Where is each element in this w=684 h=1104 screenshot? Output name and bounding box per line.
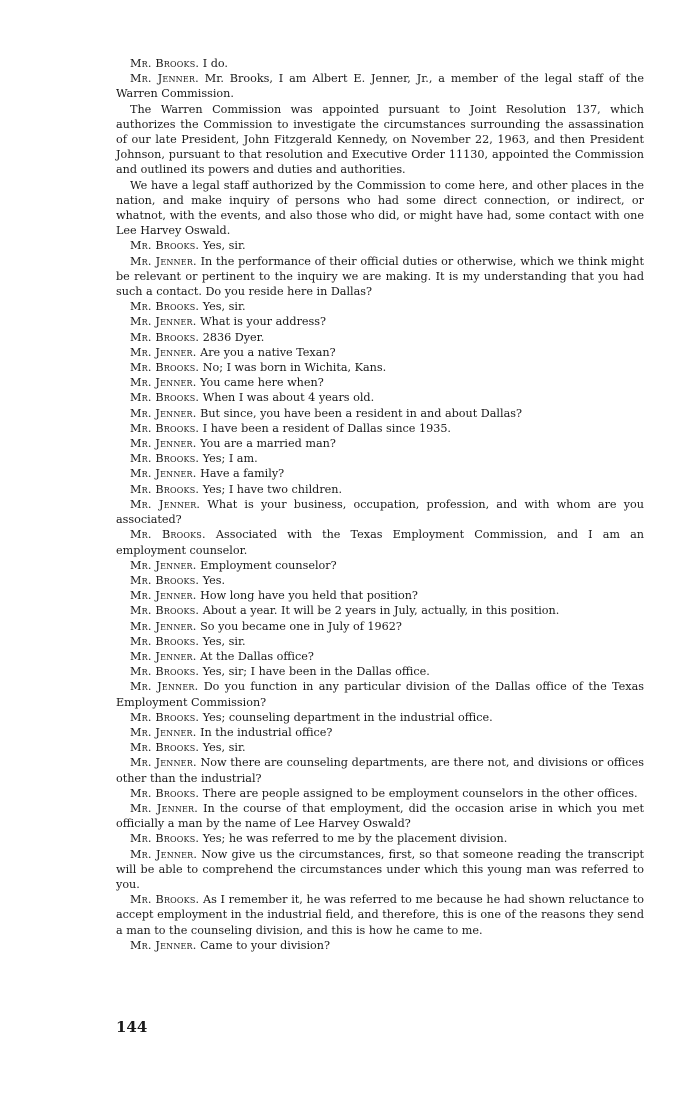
speaker-label: Mr. Jenner. <box>130 437 197 451</box>
transcript-paragraph <box>116 938 644 953</box>
speaker-label: Mr. Jenner. <box>130 467 197 481</box>
transcript-paragraph <box>116 497 644 527</box>
transcript-paragraph <box>116 527 644 557</box>
transcript-paragraph <box>116 102 644 178</box>
paragraph-text: About a year. It will be 2 years in July, actually, in this position. <box>202 604 560 618</box>
paragraph-text: Have a family? <box>200 467 285 481</box>
transcript-paragraph <box>116 178 644 239</box>
paragraph-text: Yes; he was referred to me by the placement division. <box>202 832 508 846</box>
paragraph-text: You are a married man? <box>200 437 336 451</box>
transcript-paragraph <box>116 71 644 101</box>
speaker-label: Mr. Jenner. <box>130 406 197 420</box>
paragraph-text: Yes, sir. <box>202 239 246 253</box>
speaker-label: Mr. Brooks. <box>130 634 200 648</box>
paragraph-text: Mr. Brooks, I am Albert E. Jenner, Jr., a member of the legal staff of the Warren Commission. <box>116 72 644 101</box>
speaker-label: Mr. Jenner. <box>130 725 197 739</box>
speaker-label: Mr. Brooks. <box>130 832 200 846</box>
transcript-paragraph <box>116 299 644 314</box>
paragraph-text: Yes. <box>202 573 226 587</box>
speaker-label: Mr. Jenner. <box>130 649 197 663</box>
speaker-label: Mr. Brooks. <box>130 452 200 466</box>
speaker-label: Mr. Jenner. <box>130 72 199 86</box>
paragraph-text: So you became one in July of 1962? <box>200 619 402 633</box>
transcript-paragraph <box>116 360 644 375</box>
speaker-label: Mr. Jenner. <box>130 756 197 770</box>
speaker-label: Mr. Jenner. <box>130 619 197 633</box>
speaker-label: Mr. Jenner. <box>130 801 199 815</box>
speaker-label: Mr. Brooks. <box>130 300 200 314</box>
transcript-paragraph <box>116 664 644 679</box>
paragraph-text: Yes; I have two children. <box>202 482 343 496</box>
speaker-label: Mr. Jenner. <box>130 497 201 511</box>
speaker-label: Mr. Brooks. <box>130 710 200 724</box>
paragraph-text: The Warren Commission was appointed pursuant to Joint Resolution 137, which authorizes the Commission to investigate the circumstances surrounding the assassination of our late President, John Fitzgerald Kennedy, on November 22, 1963, and then President Johnson, pursuant to that resolution and Executive Order 11130, appointed the Commission and outlined its powers and duties and authorities. <box>116 102 644 177</box>
page-number: 144 <box>116 1018 148 1036</box>
speaker-label: Mr. Jenner. <box>130 558 197 572</box>
paragraph-text: Associated with the Texas Employment Commission, and I am an employment counselor. <box>116 528 645 557</box>
transcript-paragraph <box>116 466 644 481</box>
paragraph-text: No; I was born in Wichita, Kans. <box>202 361 387 375</box>
speaker-label: Mr. Jenner. <box>130 345 197 359</box>
transcript-paragraph <box>116 679 644 709</box>
paragraph-text: Yes, sir. <box>202 634 246 648</box>
speaker-label: Mr. Jenner. <box>130 938 197 952</box>
transcript-paragraph <box>116 238 644 253</box>
paragraph-text: Are you a native Texan? <box>200 345 336 359</box>
transcript-paragraph <box>116 345 644 360</box>
paragraph-text: What is your business, occupation, profession, and with whom are you associated? <box>116 497 644 527</box>
transcript-paragraph <box>116 634 644 649</box>
speaker-label: Mr. Brooks. <box>130 604 200 618</box>
transcript-paragraph <box>116 314 644 329</box>
speaker-label: Mr. Jenner. <box>130 847 198 861</box>
transcript-paragraph <box>116 406 644 421</box>
paragraph-text: Now give us the circumstances, first, so that someone reading the transcript will be able to comprehend the circumstances under which this young man was referred to you. <box>116 847 644 891</box>
speaker-label: Mr. Brooks. <box>130 741 200 755</box>
transcript-paragraph <box>116 436 644 451</box>
transcript-paragraph <box>116 710 644 725</box>
paragraph-text: Yes, sir; I have been in the Dallas office. <box>202 665 430 679</box>
speaker-label: Mr. Jenner. <box>130 254 197 268</box>
speaker-label: Mr. Brooks. <box>130 330 200 344</box>
transcript-paragraph <box>116 588 644 603</box>
paragraph-text: At the Dallas office? <box>200 649 314 663</box>
transcript-paragraph <box>116 390 644 405</box>
transcript-paragraph <box>116 725 644 740</box>
transcript-paragraph <box>116 482 644 497</box>
paragraph-text: I have been a resident of Dallas since 1935. <box>202 421 451 435</box>
transcript-paragraph <box>116 421 644 436</box>
paragraph-text: Yes; I am. <box>202 452 258 466</box>
transcript-paragraph <box>116 755 644 785</box>
transcript-paragraph <box>116 451 644 466</box>
transcript-paragraph <box>116 330 644 345</box>
paragraph-text: There are people assigned to be employment counselors in the other offices. <box>202 786 638 800</box>
speaker-label: Mr. Brooks. <box>130 482 200 496</box>
paragraph-text: Yes, sir. <box>202 300 246 314</box>
transcript-paragraph <box>116 619 644 634</box>
speaker-label: Mr. Brooks. <box>130 665 200 679</box>
paragraph-text: What is your address? <box>200 315 327 329</box>
speaker-label: Mr. Jenner. <box>130 315 197 329</box>
transcript-paragraph <box>116 603 644 618</box>
paragraph-text: Yes, sir. <box>202 741 246 755</box>
transcript-paragraph <box>116 573 644 588</box>
speaker-label: Mr. Jenner. <box>130 680 199 694</box>
paragraph-text: Employment counselor? <box>200 558 337 572</box>
paragraph-text: We have a legal staff authorized by the Commission to come here, and other places in the nation, and make inquiry of persons who had some direct connection, or indirect, or whatnot, with the events, and also those who did, or might have had, some contact with one Lee Harvey Oswald. <box>116 178 644 238</box>
paragraph-text: When I was about 4 years old. <box>202 391 375 405</box>
transcript-paragraph <box>116 56 644 71</box>
speaker-label: Mr. Brooks. <box>130 573 200 587</box>
speaker-label: Mr. Brooks. <box>130 786 200 800</box>
transcript-paragraph <box>116 254 644 300</box>
paragraph-text: Yes; counseling department in the industrial office. <box>202 710 493 724</box>
paragraph-text: How long have you held that position? <box>200 589 418 603</box>
transcript-paragraph <box>116 831 644 846</box>
transcript-page <box>116 56 644 953</box>
speaker-label: Mr. Brooks. <box>130 528 206 542</box>
paragraph-text: 2836 Dyer. <box>202 330 265 344</box>
speaker-label: Mr. Brooks. <box>130 239 200 253</box>
speaker-label: Mr. Brooks. <box>130 57 200 70</box>
speaker-label: Mr. Brooks. <box>130 361 200 375</box>
speaker-label: Mr. Brooks. <box>130 893 200 907</box>
transcript-paragraph <box>116 892 644 938</box>
paragraph-text: You came here when? <box>200 376 324 390</box>
transcript-paragraph <box>116 649 644 664</box>
transcript-paragraph <box>116 801 644 831</box>
speaker-label: Mr. Jenner. <box>130 376 197 390</box>
paragraph-text: Came to your division? <box>200 938 330 952</box>
paragraph-text: In the course of that employment, did the occasion arise in which you met officially a man by the name of Lee Harvey Oswald? <box>116 801 644 831</box>
paragraph-text: I do. <box>202 57 228 70</box>
paragraph-text: Do you function in any particular division of the Dallas office of the Texas Employment Commission? <box>116 680 644 709</box>
transcript-paragraph <box>116 375 644 390</box>
speaker-label: Mr. Jenner. <box>130 589 197 603</box>
paragraph-text: As I remember it, he was referred to me because he had shown reluctance to accept employment in the industrial field, and therefore, this is one of the reasons they send a man to the counseling division, and this is how he came to me. <box>116 893 644 937</box>
speaker-label: Mr. Brooks. <box>130 421 200 435</box>
speaker-label: Mr. Brooks. <box>130 391 200 405</box>
transcript-paragraph <box>116 558 644 573</box>
transcript-paragraph <box>116 786 644 801</box>
paragraph-text: But since, you have been a resident in and about Dallas? <box>200 406 522 420</box>
transcript-paragraph <box>116 740 644 755</box>
paragraph-text: In the performance of their official duties or otherwise, which we think might be relevant or pertinent to the inquiry we are making. It is my understanding that you had such a contact. Do you reside here in Dallas? <box>116 254 644 299</box>
transcript-paragraph <box>116 847 644 893</box>
paragraph-text: Now there are counseling departments, are there not, and divisions or offices other than the industrial? <box>116 756 645 785</box>
paragraph-text: In the industrial office? <box>200 725 333 739</box>
